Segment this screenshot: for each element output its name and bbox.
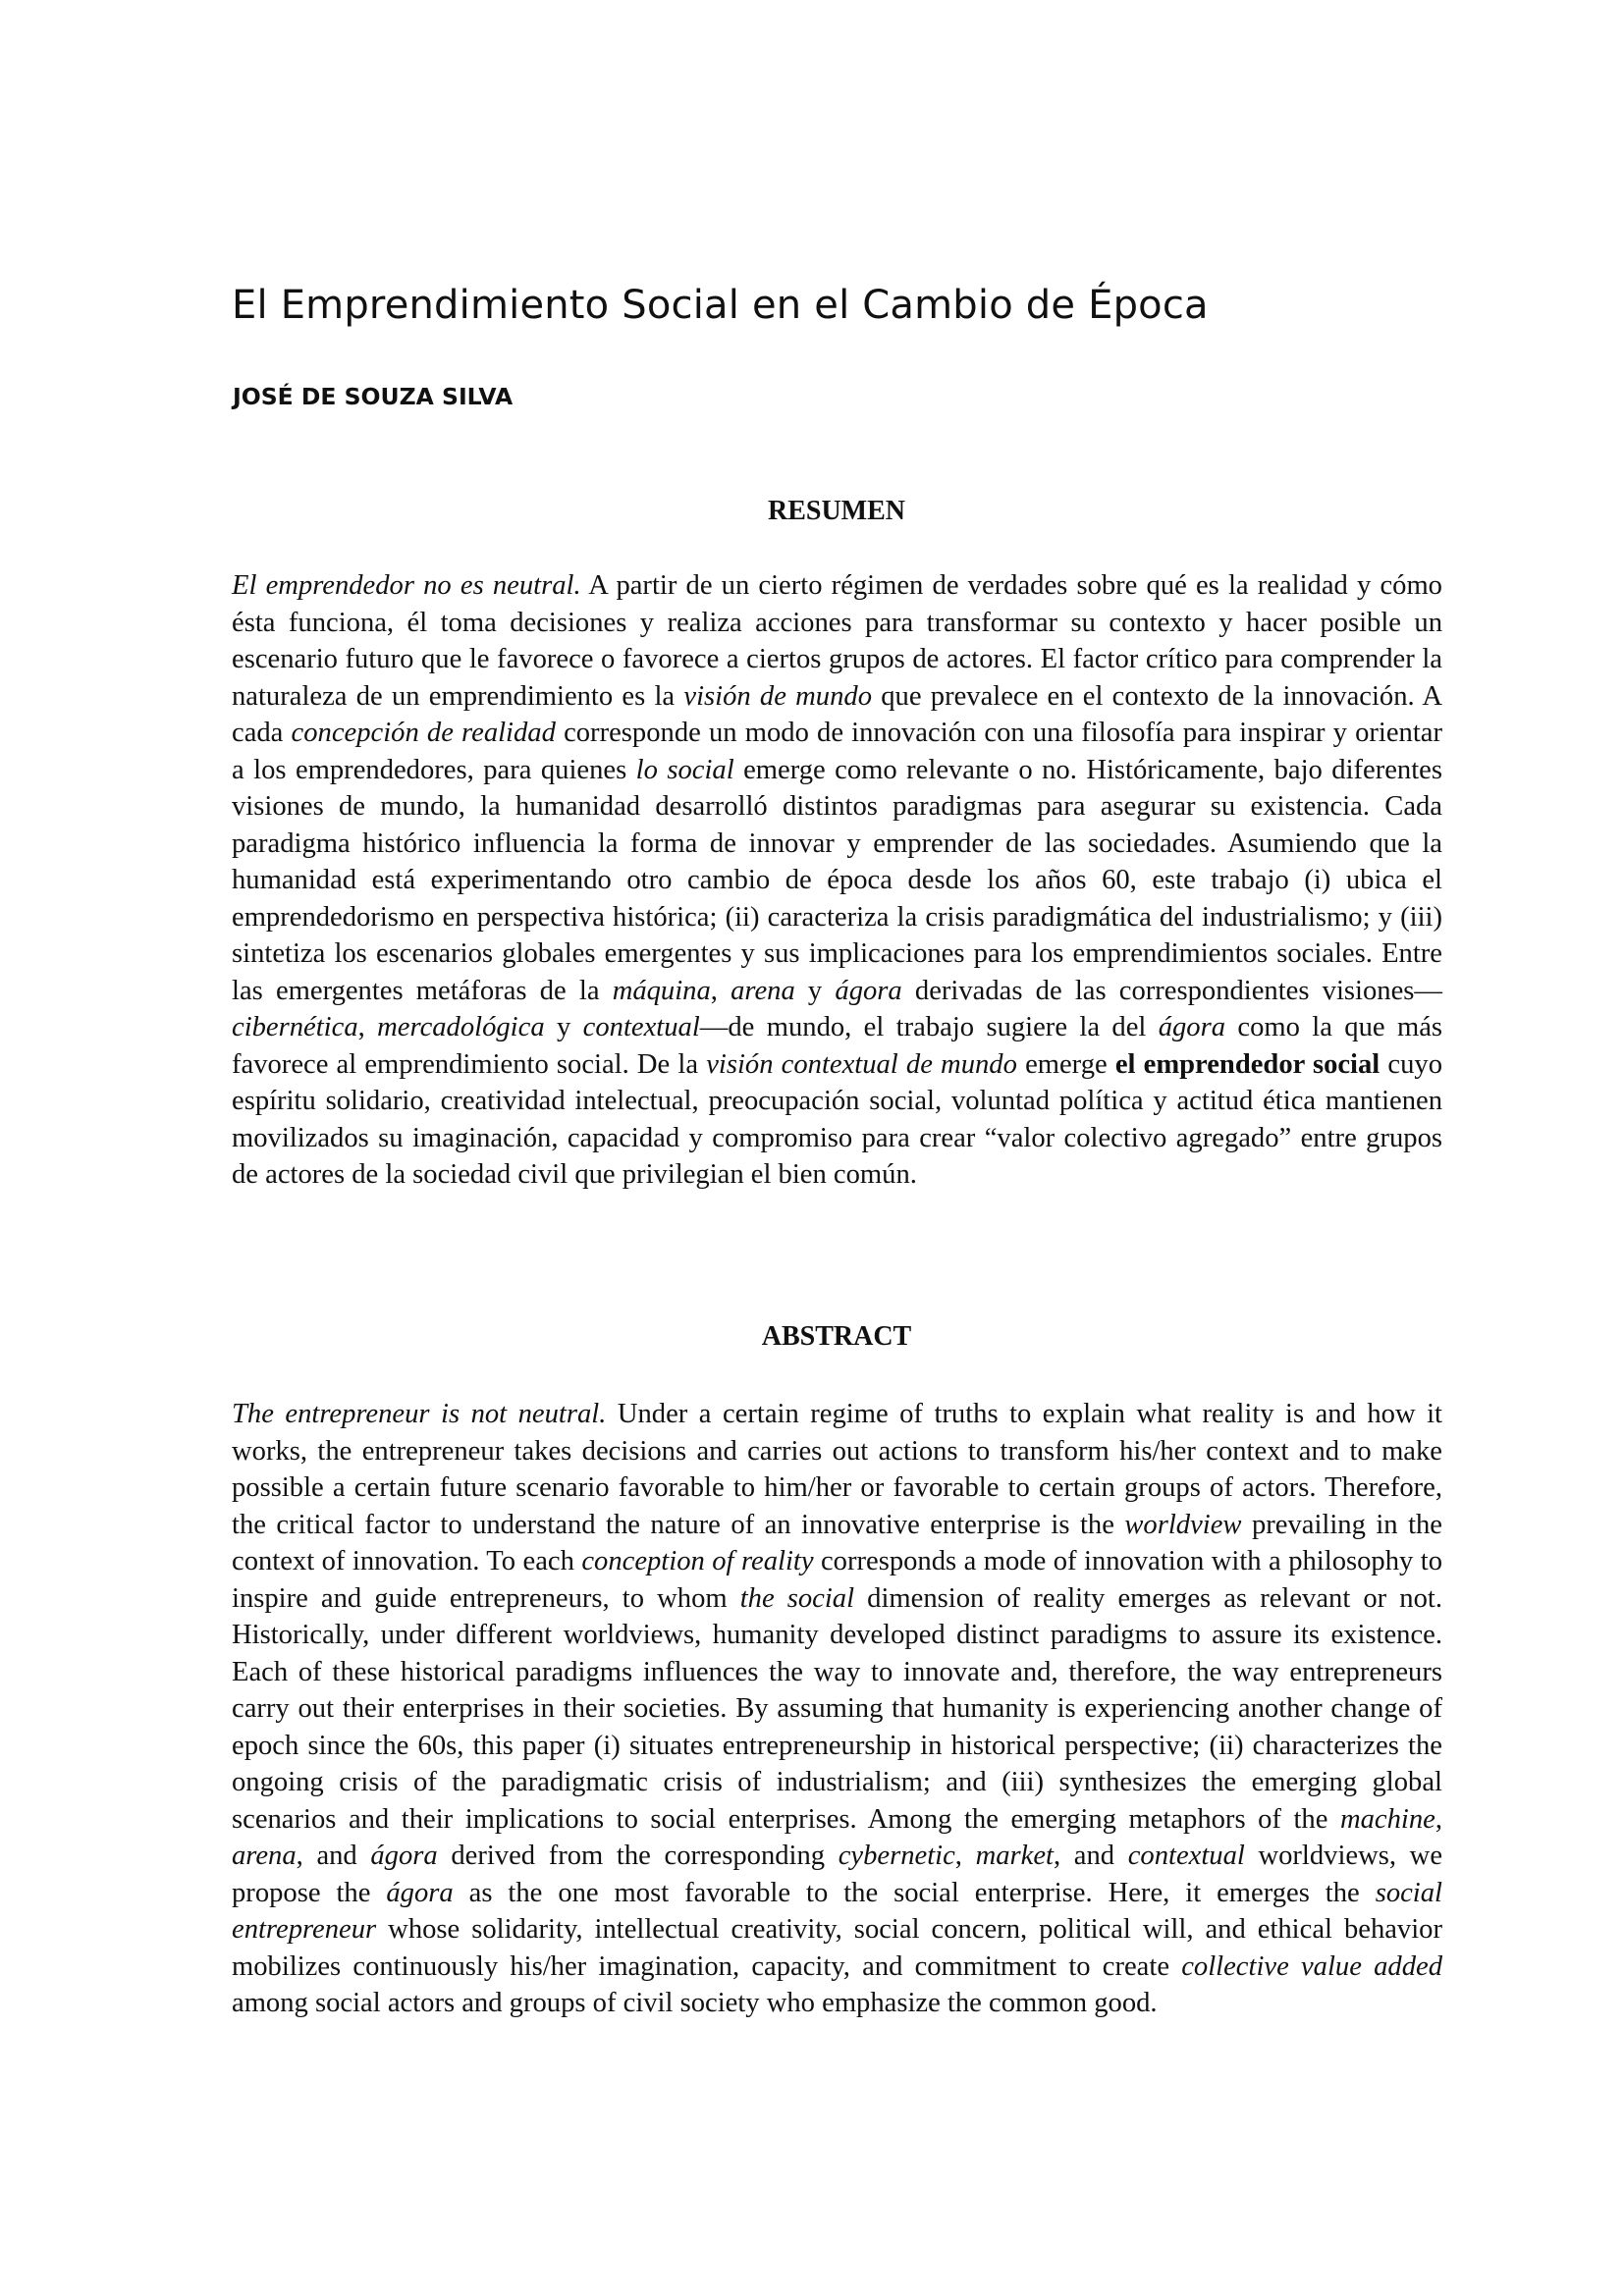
italic-text-run: visión de mundo [683, 680, 872, 712]
text-run: , [710, 975, 731, 1006]
italic-text-run: worldview [1124, 1509, 1242, 1540]
italic-text-run: contextual [582, 1012, 700, 1042]
text-run: A partir de un cierto régimen de verdades sobre qué es la realidad y cómo ésta funciona, él toma decisiones y realiza acciones para transformar su contexto y hacer posible un escenario futuro que le favorece o favorece a ciertos grupos de actores. El factor crítico para comprender la naturaleza de un emprendimiento es la [232, 570, 1442, 712]
italic-text-run: conception of reality [581, 1546, 814, 1576]
text-run: emerge [1016, 1048, 1115, 1080]
text-run: derivadas de las correspondientes visiones— [901, 975, 1442, 1006]
text-run: as the one most favorable to the social enterprise. Here, it emerges the [453, 1877, 1376, 1908]
italic-text-run: machine [1339, 1803, 1435, 1835]
text-run: prevailing in the context of innovation. To each [232, 1509, 1442, 1576]
text-run: Under a certain regime of truths to explain what reality is and how it works, the entrepreneur takes decisions and carries out actions to transform his/her context and to make possible a certain future scenario favorable to him/her or favorable to certain groups of actors. Therefore, the critical factor to understand the nature of an innovative enterprise is the [232, 1399, 1443, 1540]
text-run: —de mundo, el trabajo sugiere la del [699, 1012, 1159, 1042]
text-run: que prevalece en el contexto de la innovación. A cada [232, 680, 1442, 748]
text-run: dimension of reality emerges as relevant or not. Historically, under different worldviews, humanity developed distinct paradigms to assure its existence. Each of these historical paradigms influences the way to innovate and, therefore, the way entrepreneurs carry out their enterprises in their societies. By assuming that humanity is experiencing another change of epoch since the 60s, this paper (i) situates entrepreneurship in historical perspective; (ii) characterizes the ongoing crisis of the paradigmatic crisis of industrialism; and (iii) synthesizes the emerging global scenarios and their implications to social enterprises. Among the emerging metaphors of the [232, 1582, 1442, 1835]
text-run: corresponde un modo de innovación con una filosofía para inspirar y orientar a los emprendedores, para quienes [232, 718, 1443, 785]
text-run: corresponds a mode of innovation with a philosophy to inspire and guide entrepreneurs, to whom [232, 1546, 1442, 1614]
italic-text-run: The entrepreneur is not neutral. [232, 1399, 607, 1429]
text-run: , [357, 1012, 378, 1042]
italic-text-run: máquina [612, 975, 711, 1006]
text-run: among social actors and groups of civil society who emphasize the common good. [232, 1988, 1158, 2018]
abstract-paragraph [232, 1396, 1442, 2022]
text-run: , [1435, 1803, 1442, 1835]
italic-text-run: arena [232, 1841, 297, 1871]
italic-text-run: arena [731, 975, 795, 1006]
italic-text-run: ágora [835, 975, 902, 1006]
text-run: whose solidarity, intellectual creativity, social concern, political will, and ethical behavior mobilizes continuously his/her imagination, capacity, and commitment to create [232, 1914, 1442, 1982]
italic-text-run: ágora [370, 1841, 438, 1871]
text-run: y [794, 975, 836, 1006]
italic-text-run: cybernetic [838, 1841, 955, 1871]
italic-text-run: mercadológica [377, 1012, 545, 1042]
italic-text-run: social entrepreneur [232, 1877, 1442, 1945]
italic-text-run: the social [739, 1582, 855, 1614]
resumen-paragraph [232, 567, 1442, 1194]
text-run: worldviews, we propose the [232, 1841, 1443, 1908]
abstract-heading: ABSTRACT [761, 1321, 912, 1352]
text-run: , [954, 1841, 976, 1871]
paper-title: El Emprendimiento Social en el Cambio de Época [232, 283, 1209, 328]
text-run: , and [296, 1841, 371, 1871]
resumen-heading: RESUMEN [767, 496, 905, 526]
text-run: y [544, 1012, 583, 1042]
text-run: derived from the corresponding [437, 1841, 839, 1871]
italic-text-run: ágora [1158, 1012, 1226, 1042]
bold-text-run: el emprendedor social [1114, 1048, 1380, 1080]
italic-text-run: lo social [635, 754, 734, 785]
italic-text-run: ágora [386, 1877, 454, 1908]
italic-text-run: El emprendedor no es neutral. [232, 570, 581, 601]
text-run: como la que más favorece al emprendimiento social. De la [232, 1012, 1443, 1080]
text-run: , and [1054, 1841, 1128, 1871]
italic-text-run: collective value added [1181, 1950, 1442, 1982]
italic-text-run: cibernética [232, 1012, 358, 1042]
italic-text-run: contextual [1127, 1841, 1245, 1871]
italic-text-run: market [975, 1841, 1054, 1871]
italic-text-run: concepción de realidad [291, 718, 556, 748]
text-run: emerge como relevante o no. Históricamente, bajo diferentes visiones de mundo, la humanidad desarrolló distintos paradigmas para asegurar su existencia. Cada paradigma histórico influencia la forma de innovar y emprender de las sociedades. Asumiendo que la humanidad está experimentando otro cambio de época desde los años 60, este trabajo (i) ubica el emprendedorismo en perspectiva histórica; (ii) caracteriza la crisis paradigmática del industrialismo; y (iii) sintetiza los escenarios globales emergentes y sus implicaciones para los emprendimientos sociales. Entre las emergentes metáforas de la [232, 754, 1442, 1006]
italic-text-run: visión contextual de mundo [706, 1048, 1017, 1080]
author-name: JOSÉ DE SOUZA SILVA [233, 383, 514, 410]
text-run: cuyo espíritu solidario, creatividad intelectual, preocupación social, voluntad política y actitud ética mantienen movilizados su imaginación, capacidad y compromiso para crear “valor colectivo agregado” entre grupos de actores de la sociedad civil que privilegian el bien común. [232, 1048, 1442, 1190]
